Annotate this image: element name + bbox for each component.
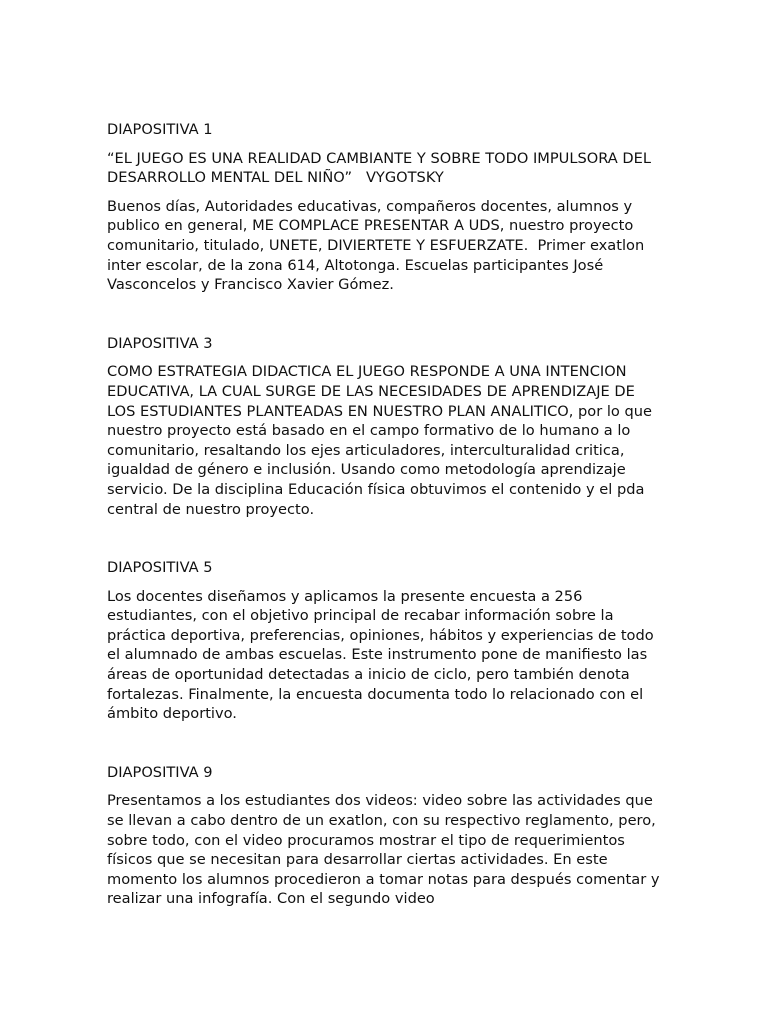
paragraph-diapositiva-3: COMO ESTRATEGIA DIDACTICA EL JUEGO RESPONDE A UNA INTENCION EDUCATIVA, LA CUAL SURGE DE LAS NECESIDADES DE APRENDIZAJE DE LOS ESTUDIANTES PLANTEADAS EN NUESTRO PLAN ANALITICO, por lo que nuestro proyecto está basado en el campo formativo de lo humano a lo comunitario, resaltando los ejes articuladores, interculturalidad critica, igualdad de género e inclusión. Usando como metodología aprendizaje servicio. De la disciplina Educación física obtuvimos el contenido y el pda central de nuestro proyecto. bbox=[107, 363, 657, 518]
paragraph-diapositiva-5: Los docentes diseñamos y aplicamos la presente encuesta a 256 estudiantes, con el objetivo principal de recabar información sobre la práctica deportiva, preferencias, opiniones, hábitos y experiencias de todo el alumnado de ambas escuelas. Este instrumento pone de manifiesto las áreas de oportunidad detectadas a inicio de ciclo, pero también denota fortalezas. Finalmente, la encuesta documenta todo lo relacionado con el ámbito deportivo. bbox=[107, 587, 659, 723]
paragraph-diapositiva-1: Buenos días, Autoridades educativas, compañeros docentes, alumnos y publico en general, ME COMPLACE PRESENTAR A UDS, nuestro proyecto comunitario, titulado, UNETE, DIVIERTETE Y ESFUERZATE. Primer exatlon inter escolar, de la zona 614, Altotonga. Escuelas participantes José Vasconcelos y Francisco Xavier Gómez. bbox=[107, 197, 649, 294]
section-heading-diapositiva-3: DIAPOSITIVA 3 bbox=[107, 334, 213, 352]
quote-vygotsky: “EL JUEGO ES UNA REALIDAD CAMBIANTE Y SOBRE TODO IMPULSORA DEL DESARROLLO MENTAL DEL NIÑO” VYGOTSKY bbox=[107, 149, 656, 187]
section-heading-diapositiva-5: DIAPOSITIVA 5 bbox=[107, 559, 213, 577]
document-page bbox=[107, 120, 667, 909]
section-heading-diapositiva-1: DIAPOSITIVA 1 bbox=[107, 121, 213, 138]
paragraph-diapositiva-9: Presentamos a los estudiantes dos videos: video sobre las actividades que se llevan a cabo dentro de un exatlon, con su respectivo reglamento, pero, sobre todo, con el video procuramos mostrar el tipo de requerimientos físicos que se necesitan para desarrollar ciertas actividades. En este momento los alumnos procedieron a tomar notas para después comentar y realizar una infografía. Con el segundo video bbox=[107, 792, 665, 908]
section-heading-diapositiva-9: DIAPOSITIVA 9 bbox=[107, 763, 213, 781]
